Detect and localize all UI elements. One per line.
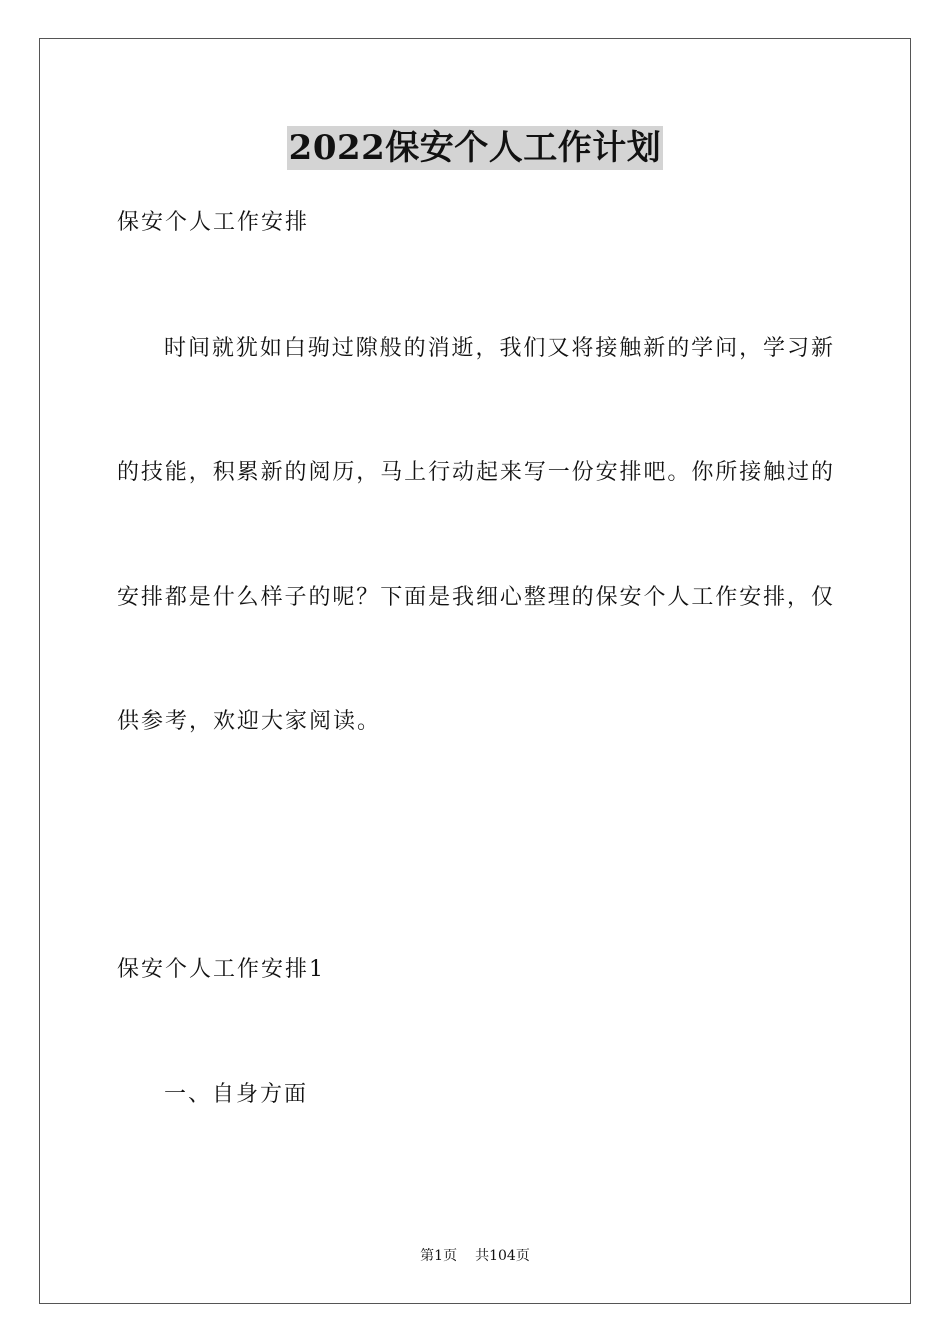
page-footer xyxy=(0,1247,950,1265)
document-title: 2022保安个人工作计划 xyxy=(288,128,662,168)
intro-line-1: 时间就犹如白驹过隙般的消逝，我们又将接触新的学问，学习新 xyxy=(164,336,833,361)
intro-line-4: 供参考，欢迎大家阅读。 xyxy=(117,709,382,734)
title-container xyxy=(0,126,950,170)
page-total: 共104页 xyxy=(475,1248,530,1264)
page-number: 第1页 xyxy=(420,1248,458,1264)
subsection-heading: 一、自身方面 xyxy=(164,1082,309,1107)
intro-line-2: 的技能，积累新的阅历，马上行动起来写一份安排吧。你所接触过的 xyxy=(117,460,833,485)
document-subtitle: 保安个人工作安排 xyxy=(117,210,310,235)
intro-line-3: 安排都是什么样子的呢？下面是我细心整理的保安个人工作安排，仅 xyxy=(117,585,833,610)
section-heading: 保安个人工作安排1 xyxy=(117,957,325,982)
